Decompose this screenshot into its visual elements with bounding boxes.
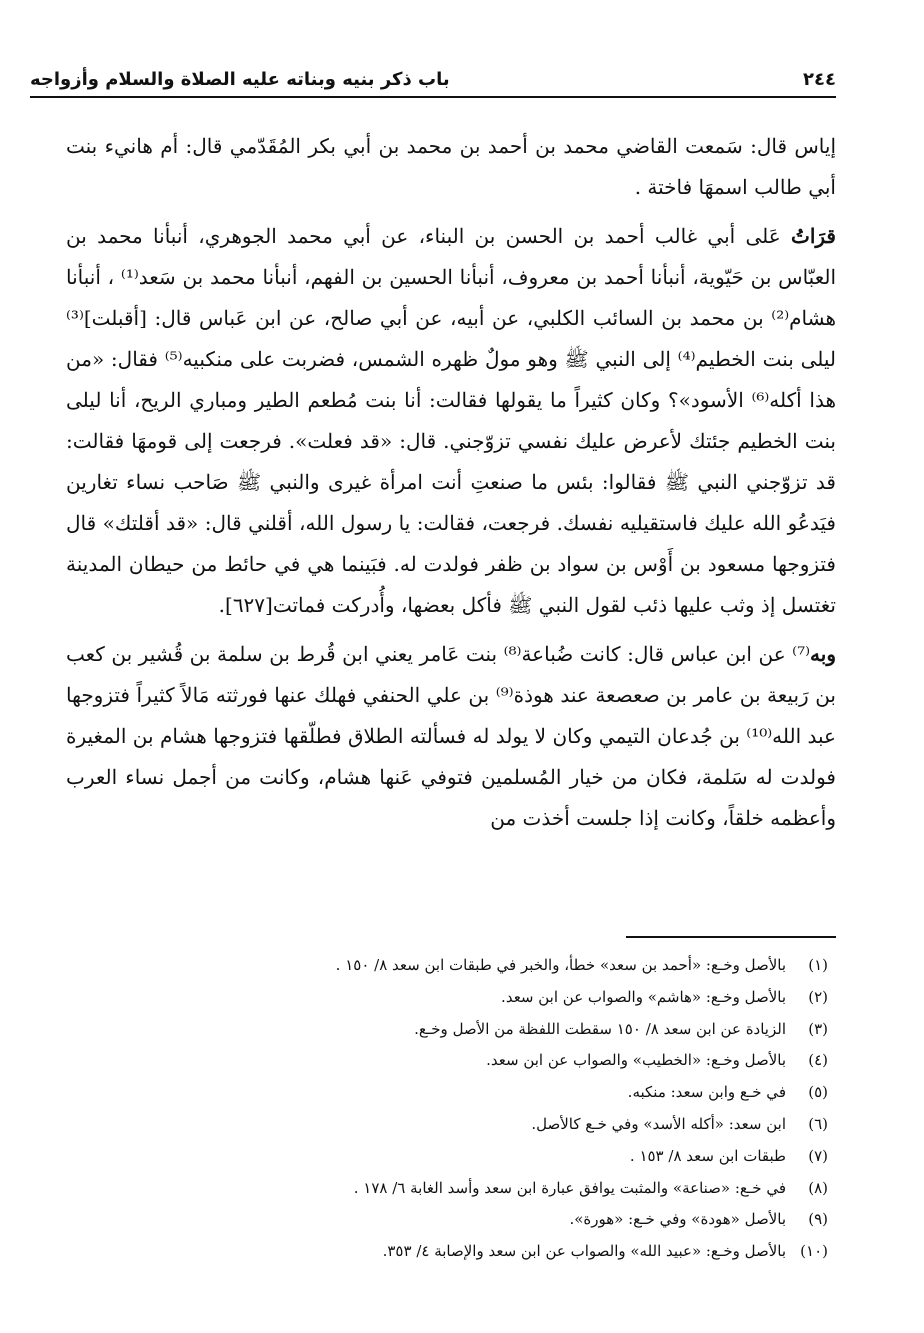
footnote-text: بالأصل وخـع: «عبيد الله» والصواب عن ابن سعد والإصابة ٤/ ٣٥٣. bbox=[382, 1242, 786, 1261]
paragraph-text: عَلى أبي غالب أحمد بن الحسن بن البناء، عن أبي محمد الجوهري، أنبأنا محمد بن العبّاس بن حَيّوية، أنبأنا أحمد بن معروف، أنبأنا الحسين بن الفهم، أنبأنا محمد بن سَعد⁽¹⁾ ، أنبأنا هشام⁽²⁾ بن محمد بن السائب الكلبي، عن أبيه، عن أبي صالح، عن ابن عَباس قال: [أقبلت]⁽³⁾ ليلى بنت الخطيم⁽⁴⁾ إلى النبي ﷺ وهو مولٌ ظهره الشمس، فضربت على منكبيه⁽⁵⁾ فقال: «من هذا أكله⁽⁶⁾ الأسود»؟ وكان كثيراً ما يقولها فقالت: أنا بنت مُطعم الطير ومباري الريح، أنا ليلى بنت الخطيم جئتك لأعرض عليك نفسي تزوّجني. قال: «قد فعلت». فرجعت إلى قومهَا فقالت: قد تزوّجني النبي ﷺ فقالوا: بئس ما صنعتِ أنت امرأة غيرى والنبي ﷺ صَاحب نساء تغارين فيَدعُو الله عليك فاستقيليه نفسك. فرجعت، فقالت: يا رسول الله، أقلني قال: «قد أقلتك» قال فتزوجها مسعود بن أَوْس بن سواد بن ظفر فولدت له. فبَينما هي في حائط من حيطان المدينة تغتسل إذ وثب عليها ذئب لقول النبي ﷺ فأكل بعضها، وأُدركت فماتت[٦٢٧]. bbox=[66, 224, 837, 617]
footnote-number: (٦) bbox=[808, 1114, 828, 1133]
footnote-text: بالأصل وخـع: «الخطيب» والصواب عن ابن سعد. bbox=[486, 1051, 786, 1070]
paragraph-text: ⁽⁷⁾ عن ابن عباس قال: كانت ضُباعة⁽⁸⁾ بنت عَامر يعني ابن قُرط بن سلمة بن قُشير بن كعب بن رَبيعة بن عامر بن صعصعة عند هوذة⁽⁹⁾ بن علي الحنفي فهلك عنها فورثته مَالاً كثيراً فتزوجها عبد الله⁽¹⁰⁾ بن جُدعان التيمي وكان لا يولد له فسألته الطلاق فطلّقها فتزوجها هشام بن المغيرة فولدت له سَلمة، فكان من خيار المُسلمين فتوفي عَنها هشام، وكانت من أجمل نساء العرب وأعظمه خلقاً، وكانت إذا جلست أخذت من bbox=[66, 642, 836, 830]
footnote-number: (٧) bbox=[808, 1146, 828, 1165]
running-title: باب ذكر بنيه وبناته عليه الصلاة والسلام وأزواجه bbox=[30, 68, 450, 90]
footnote-text: في خـع: «صناعة» والمثبت يوافق عبارة ابن سعد وأسد الغابة ٦/ ١٧٨ . bbox=[353, 1178, 786, 1197]
footnotes bbox=[66, 950, 828, 1268]
footnote bbox=[66, 1204, 828, 1236]
footnote-number: (١) bbox=[808, 956, 828, 974]
footnote-text: بالأصل «هودة» وفي خـع: «هورة». bbox=[569, 1210, 786, 1229]
footnote-text: بالأصل وخـع: «هاشم» والصواب عن ابن سعد. bbox=[501, 987, 786, 1006]
footnote bbox=[66, 1236, 828, 1268]
footnote-text: في خـع وابن سعد: منكبه. bbox=[627, 1083, 786, 1102]
paragraph-text: إياس قال: سَمعت القاضي محمد بن أحمد بن محمد بن أبي بكر المُقَدّمي قال: أم هانيء بنت أبي طالب اسمهَا فاختة . bbox=[66, 134, 836, 199]
footnote-number: (٨) bbox=[808, 1178, 828, 1197]
footnote-number: (٣) bbox=[808, 1019, 828, 1038]
footnote-text: طبقات ابن سعد ٨/ ١٥٣ . bbox=[629, 1146, 786, 1165]
footnote-text: بالأصل وخـع: «أحمد بن سعد» خطأ، والخبر في طبقات ابن سعد ٨/ ١٥٠ . bbox=[335, 956, 786, 974]
header-rule bbox=[30, 96, 836, 98]
footnote bbox=[66, 1141, 828, 1173]
footnote-number: (٢) bbox=[808, 987, 828, 1006]
footnote-rule bbox=[626, 936, 836, 938]
footnote bbox=[66, 1109, 828, 1141]
footnote bbox=[66, 1173, 828, 1205]
paragraph-lead: وبه bbox=[810, 642, 836, 666]
paragraph bbox=[66, 126, 836, 208]
footnote-number: (٩) bbox=[808, 1210, 828, 1229]
footnote bbox=[66, 982, 828, 1014]
footnote-number: (٤) bbox=[808, 1051, 828, 1070]
footnote-text: الزيادة عن ابن سعد ٨/ ١٥٠ سقطت اللفظة من الأصل وخـع. bbox=[414, 1019, 786, 1038]
page-number: ٢٤٤ bbox=[803, 68, 836, 90]
main-text bbox=[66, 126, 836, 839]
footnote bbox=[66, 1014, 828, 1046]
paragraph bbox=[66, 634, 836, 839]
page-header bbox=[30, 64, 836, 94]
footnote-text: ابن سعد: «أكله الأسد» وفي خـع كالأصل. bbox=[531, 1114, 786, 1133]
footnote bbox=[66, 1077, 828, 1109]
paragraph bbox=[66, 216, 836, 626]
footnote bbox=[66, 950, 828, 982]
footnote-number: (١٠) bbox=[800, 1242, 828, 1261]
paragraph-lead: قرَاتُ bbox=[791, 224, 836, 248]
footnote bbox=[66, 1045, 828, 1077]
footnote-number: (٥) bbox=[808, 1083, 828, 1102]
